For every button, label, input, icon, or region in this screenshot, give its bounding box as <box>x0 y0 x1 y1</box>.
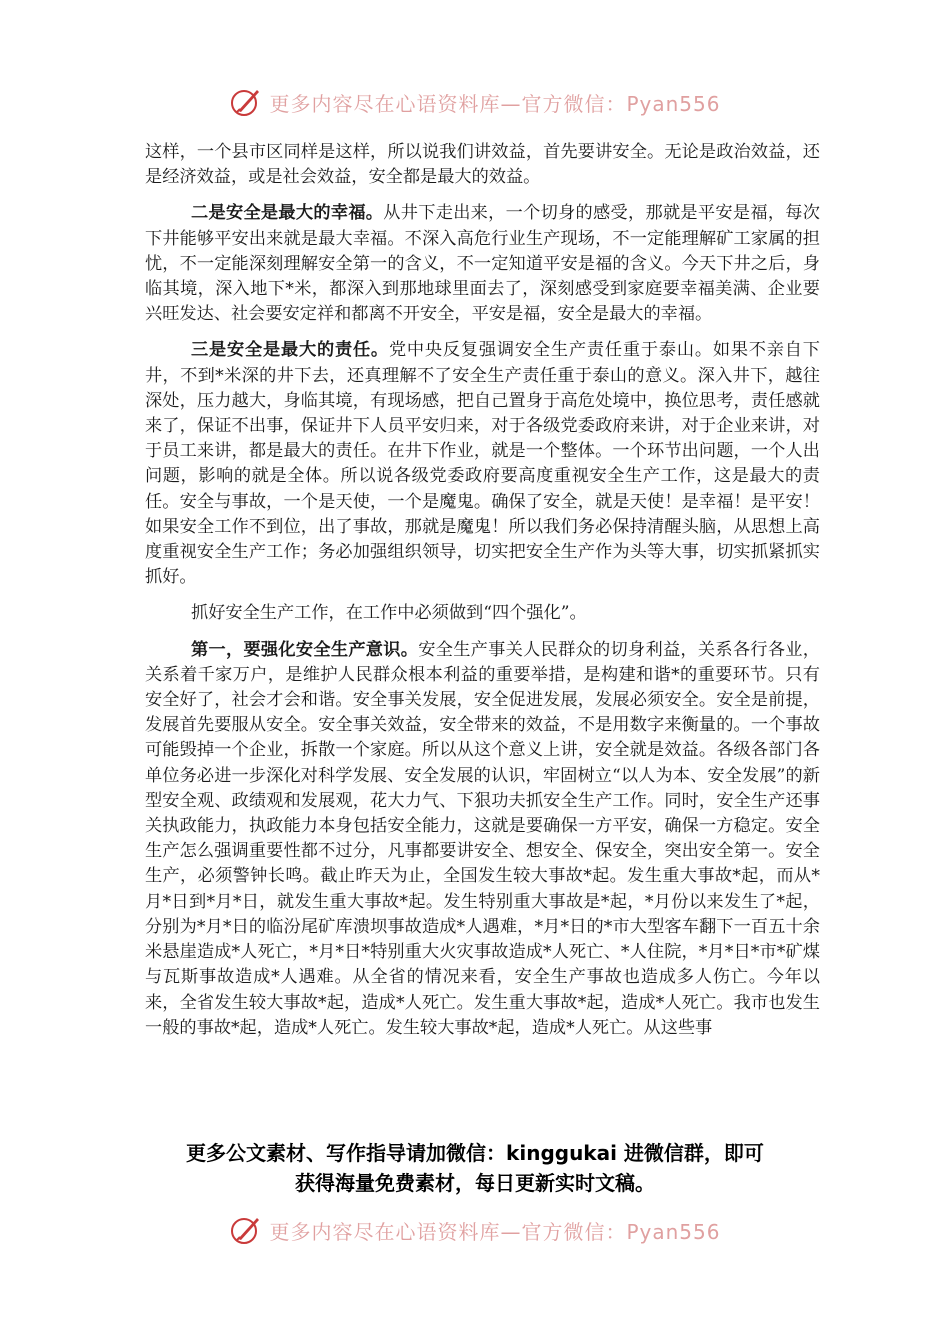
header-watermark-banner <box>0 82 950 122</box>
paragraph-text: 党中央反复强调安全生产责任重于泰山。如果不亲自下井，不到*米深的井下去，还真理解不了安全生产责任重于泰山的意义。深入井下，越往深处，压力越大，身临其境，有现场感，把自己置身于高危处境中，换位思考，责任感就来了，保证不出事，保证井下人员平安归来，对于各级党委政府来讲，对于企业来讲，对于员工来讲，都是最大的责任。在井下作业，就是一个整体。一个环节出问题，一个人出问题，影响的就是全体。所以说各级党委政府要高度重视安全生产工作，这是最大的责任。安全与事故，一个是天使，一个是魔鬼。确保了安全，就是天使！是幸福！是平安！如果安全工作不到位，出了事故，那就是魔鬼！所以我们务必保持清醒头脑，从思想上高度重视安全生产工作；务必加强组织领导，切实把安全生产作为头等大事，切实抓紧抓实抓好。 <box>145 340 820 588</box>
paragraph-3 <box>145 338 820 590</box>
header-watermark-text: 更多内容尽在心语资料库—官方微信：Pyan556 <box>269 91 721 116</box>
paragraph-2 <box>145 201 820 327</box>
paragraph-text: 从井下走出来，一个切身的感受，那就是平安是福，每次下井能够平安出来就是最大幸福。不深入高危行业生产现场，不一定能理解矿工家属的担忧，不一定能深刻理解安全第一的含义，不一定知道平安是福的含义。今天下井之后，身临其境，深入地下*米，都深入到那地球里面去了，深刻感受到家庭要幸福美满、企业要兴旺发达、社会要安定祥和都离不开安全，平安是福，安全是最大的幸福。 <box>145 203 820 325</box>
paragraph-text: 这样，一个县市区同样是这样，所以说我们讲效益，首先要讲安全。无论是政治效益，还是经济效益，或是社会效益，安全都是最大的效益。 <box>145 142 820 188</box>
paragraph-text: 抓好安全生产工作，在工作中必须做到“四个强化”。 <box>191 603 587 624</box>
paragraph-text: 安全生产事关人民群众的切身利益，关系各行各业，关系着千家万户，是维护人民群众根本利益的重要举措，是构建和谐*的重要环节。只有安全好了，社会才会和谐。安全事关发展，安全促进发展，发展必须安全。安全是前提，发展首先要服从安全。安全事关效益，安全带来的效益，不是用数字来衡量的。一个事故可能毁掉一个企业，拆散一个家庭。所以从这个意义上讲，安全就是效益。各级各部门各单位务必进一步深化对科学发展、安全发展的认识，牢固树立“以人为本、安全发展”的新型安全观、政绩观和发展观，花大力气、下狠功夫抓安全生产工作。同时，安全生产还事关执政能力，执政能力本身包括安全能力，这就是要确保一方平安，确保一方稳定。安全生产怎么强调重要性都不过分，凡事都要讲安全、想安全、保安全，突出安全第一。安全生产，必须警钟长鸣。截止昨天为止，全国发生较大事故*起。发生重大事故*起，而从*月*日到*月*日，就发生重大事故*起。发生特别重大事故是*起，*月份以来发生了*起，分别为*月*日的临汾尾矿库溃坝事故造成*人遇难，*月*日的*市大型客车翻下一百五十余米悬崖造成*人死亡，*月*日*特别重大火灾事故造成*人死亡、*人住院，*月*日*市*矿煤与瓦斯事故造成*人遇难。从全省的情况来看，安全生产事故也造成多人伤亡。今年以来，全省发生较大事故*起，造成*人死亡。发生重大事故*起，造成*人死亡。我市也发生一般的事故*起，造成*人死亡。发生较大事故*起，造成*人死亡。从这些事 <box>145 639 820 1038</box>
paragraph-heading: 二是安全是最大的幸福。 <box>191 203 384 224</box>
promo-notice <box>100 1138 850 1198</box>
paragraph-heading: 第一，要强化安全生产意识。 <box>191 639 419 660</box>
paragraph-heading: 三是安全是最大的责任。 <box>191 340 389 361</box>
promo-line-2: 获得海量免费素材，每日更新实时文稿。 <box>295 1171 655 1195</box>
quill-pen-icon <box>229 1213 263 1247</box>
quill-pen-icon <box>229 85 263 119</box>
document-body <box>145 140 820 1041</box>
paragraph-5 <box>145 638 820 1041</box>
paragraph-4 <box>145 601 820 626</box>
paragraph-1 <box>145 140 820 190</box>
footer-watermark-banner <box>0 1210 950 1250</box>
promo-line-1: 更多公文素材、写作指导请加微信：kinggukai 进微信群，即可 <box>186 1141 764 1165</box>
footer-watermark-text: 更多内容尽在心语资料库—官方微信：Pyan556 <box>269 1219 721 1244</box>
